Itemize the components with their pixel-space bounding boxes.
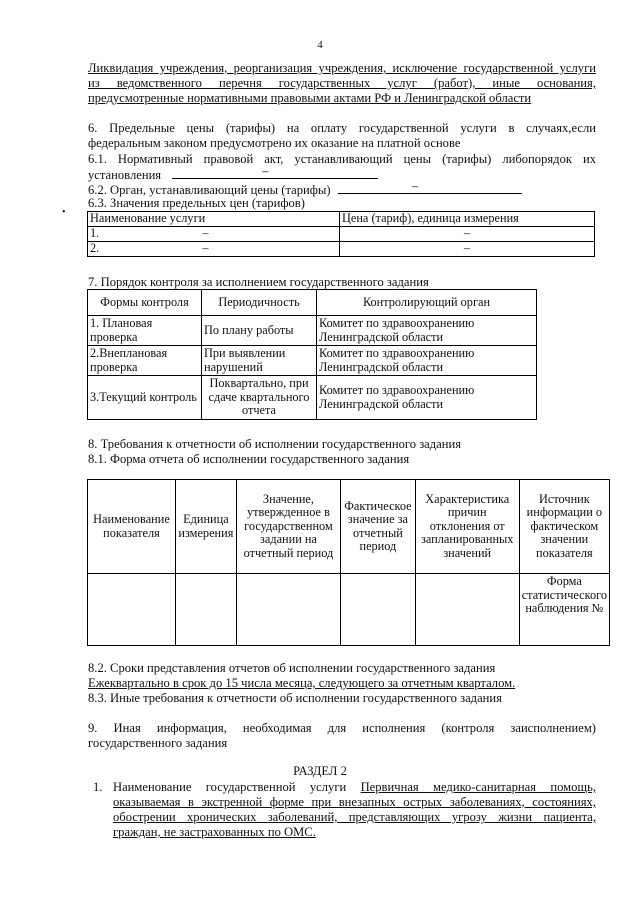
section-2-item-num: 1. <box>93 780 103 794</box>
report-cell-empty <box>175 574 236 646</box>
control-row-3-organ: Комитет по здравоохранению Ленинградской области <box>317 376 537 420</box>
control-row-3-form: 3.Текущий контроль <box>88 376 202 420</box>
report-cell-empty <box>415 574 519 646</box>
page-number: 4 <box>317 39 323 51</box>
control-row-1-form: 1. Плановая проверка <box>88 316 202 346</box>
table-row <box>88 574 610 646</box>
intro-line-2: из ведомственного перечня государственных услуг (работ), иные основания, <box>88 76 596 90</box>
section-2-item-line-3: обострении хронических заболеваний, представляющих угрозу жизни пациента, <box>113 810 596 824</box>
s9-line-1: 9. Иная информация, необходимая для исполнения (контроля заисполнением) <box>88 721 596 735</box>
report-header-deviation: Характеристика причин отклонения от запланированных значений <box>415 480 519 574</box>
report-cell-empty <box>236 574 340 646</box>
control-row-2-period: При выявлении нарушений <box>202 346 317 376</box>
section-2-item-label: Наименование государственной услуги <box>113 780 347 794</box>
report-header-source: Источник информации о фактическом значении показателя <box>519 480 609 574</box>
s82-value: Ежеквартально в срок до 15 числа месяца, следующего за отчетным кварталом. <box>88 676 516 690</box>
s7-title: 7. Порядок контроля за исполнением государственного задания <box>88 275 429 289</box>
control-row-2-organ: Комитет по здравоохранению Ленинградской области <box>317 346 537 376</box>
tariff-row-dash: – <box>202 241 209 256</box>
report-header-unit: Единица измерения <box>175 480 236 574</box>
s61-label: установления <box>88 168 162 182</box>
tariff-row-2-name <box>88 242 340 257</box>
tariff-header-name: Наименование услуги <box>88 212 340 227</box>
tariff-row-dash: – <box>202 226 209 241</box>
section-2-item-line-1 <box>113 780 596 795</box>
table-row <box>88 242 595 257</box>
s6-title-line-2: федеральным законом предусмотрено их оказание на платной основе <box>88 136 461 150</box>
control-row-1-period: По плану работы <box>202 316 317 346</box>
s83-label: 8.3. Иные требования к отчетности об исполнении государственного задания <box>88 691 502 705</box>
tariff-row-1-price: – <box>340 227 595 242</box>
section-2-item-line-2: оказываемая в экстренной форме при внезапных острых заболеваниях, состояниях, <box>113 795 596 809</box>
s9-line-2: государственного задания <box>88 736 228 750</box>
tariff-table <box>87 211 595 257</box>
margin-bullet: • <box>62 207 66 218</box>
report-cell-empty <box>341 574 416 646</box>
s82-label: 8.2. Сроки представления отчетов об исполнении государственного задания <box>88 661 496 675</box>
report-header-approved: Значение, утвержденное в государственном задании на отчетный период <box>236 480 340 574</box>
intro-line-3: предусмотренные нормативными правовыми актами РФ и Ленинградской области <box>88 91 532 105</box>
table-row <box>88 376 537 420</box>
tariff-row-num: 1. <box>90 226 100 241</box>
s61-line-1: 6.1. Нормативный правовой акт, устанавливающий цены (тарифы) либопорядок их <box>88 152 596 166</box>
report-header-actual: Фактическое значение за отчетный период <box>341 480 416 574</box>
s8-title: 8. Требования к отчетности об исполнении государственного задания <box>88 437 462 451</box>
report-cell-empty <box>88 574 176 646</box>
tariff-row-2-price: – <box>340 242 595 257</box>
s81-label: 8.1. Форма отчета об исполнении государственного задания <box>88 452 410 466</box>
table-row <box>88 316 537 346</box>
report-source-value: Форма статистического наблюдения № <box>519 574 609 646</box>
tariff-row-num: 2. <box>90 241 100 256</box>
s63-label: 6.3. Значения предельных цен (тарифов) <box>88 196 305 210</box>
s62-label: 6.2. Орган, устанавливающий цены (тарифы) <box>88 183 331 197</box>
control-header-organ: Контролирующий орган <box>317 290 537 316</box>
control-header-form: Формы контроля <box>88 290 202 316</box>
section-2-item-value-1: Первичная медико-санитарная помощь, <box>360 780 596 794</box>
control-header-period: Периодичность <box>202 290 317 316</box>
s61-fill-line <box>172 164 378 179</box>
report-header-indicator: Наименование показателя <box>88 480 176 574</box>
s61-line-2 <box>88 164 596 183</box>
control-row-2-form: 2.Внеплановая проверка <box>88 346 202 376</box>
control-table <box>87 289 537 420</box>
control-row-3-period: Поквартально, при сдаче квартального отчета <box>202 376 317 420</box>
s61-dash: – <box>262 164 269 178</box>
intro-line-1: Ликвидация учреждения, реорганизация учреждения, исключение государственной услуги <box>88 61 596 75</box>
section-2-title: РАЗДЕЛ 2 <box>293 764 347 778</box>
section-2-item-line-4: граждан, не застрахованных по ОМС. <box>113 825 316 839</box>
s6-title-line-1: 6. Предельные цены (тарифы) на оплату государственной услуги в случаях,если <box>88 121 596 135</box>
table-row <box>88 227 595 242</box>
tariff-row-1-name <box>88 227 340 242</box>
s62-dash: – <box>411 179 419 193</box>
table-row <box>88 346 537 376</box>
tariff-header-price: Цена (тариф), единица измерения <box>340 212 595 227</box>
report-table <box>87 479 610 646</box>
control-row-1-organ: Комитет по здравоохранению Ленинградской области <box>317 316 537 346</box>
s62-fill-line <box>338 179 522 194</box>
